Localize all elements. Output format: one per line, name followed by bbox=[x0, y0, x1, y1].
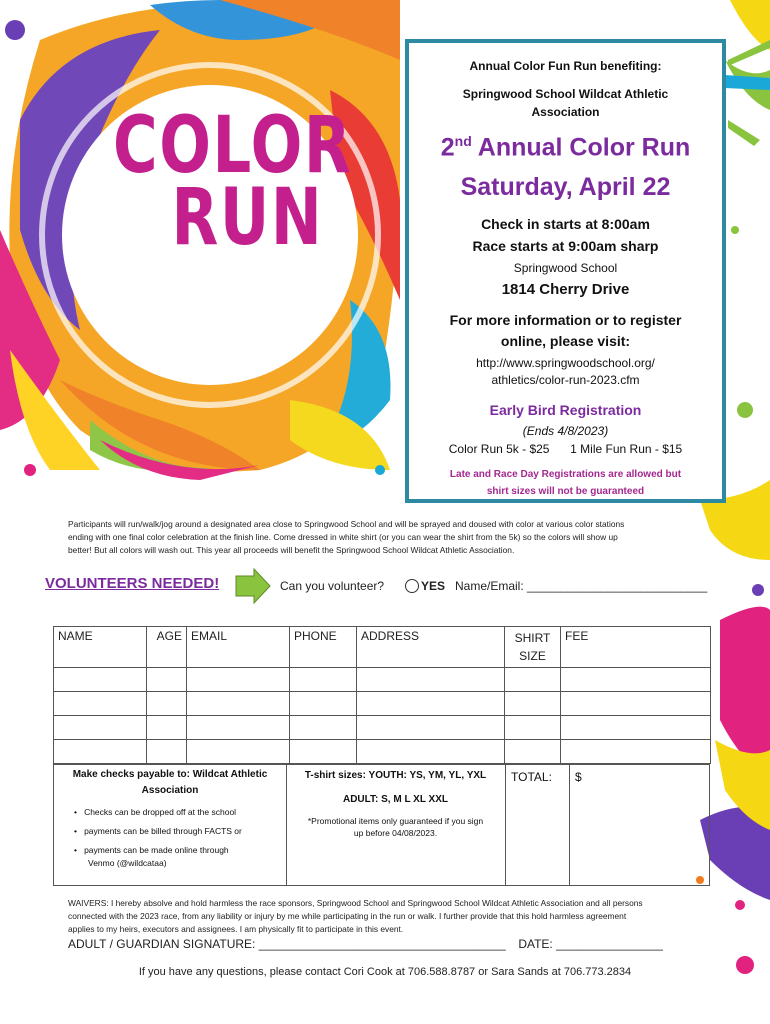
registration-url-line2[interactable]: athletics/color-run-2023.cfm bbox=[491, 373, 640, 387]
total-label-cell bbox=[505, 765, 570, 885]
tshirt-adult-sizes: ADULT: S, M L XL XXL bbox=[342, 794, 448, 805]
payment-summary-block bbox=[53, 764, 710, 886]
tshirt-youth-sizes: T-shirt sizes: YOUTH: YS, YM, YL, YXL bbox=[304, 770, 487, 781]
name-cell[interactable] bbox=[54, 692, 147, 716]
price-1-mile: 1 Mile Fun Run - $15 bbox=[570, 442, 683, 456]
description-line3: better! But all colors will wash out. This year all proceeds will benefit the Springwood School Wildcat Athletic Association. bbox=[68, 545, 515, 555]
total-amount-cell[interactable] bbox=[569, 765, 709, 885]
header-name: NAME bbox=[54, 627, 147, 668]
logo-line-color: COLOR bbox=[113, 101, 353, 191]
payment-title-line1: Make checks payable to: Wildcat Athletic bbox=[72, 769, 268, 780]
contact-info: If you have any questions, please contact Cori Cook at 706.588.8787 or Sara Sands at 706.773.2834 bbox=[138, 966, 632, 978]
event-description bbox=[68, 518, 708, 557]
volunteer-yes-radio[interactable] bbox=[405, 579, 419, 593]
phone-cell[interactable] bbox=[290, 668, 357, 692]
race-start-time: Race starts at 9:00am sharp bbox=[472, 238, 659, 254]
volunteers-heading: VOLUNTEERS NEEDED! bbox=[45, 575, 220, 592]
email-cell[interactable] bbox=[187, 716, 290, 740]
payment-instructions bbox=[54, 765, 287, 885]
signature-row bbox=[68, 937, 663, 951]
payment-bullet: • payments can be made online through bbox=[74, 845, 229, 855]
payment-title-line2: Association bbox=[141, 785, 199, 796]
early-bird-end: (Ends 4/8/2023) bbox=[522, 424, 609, 438]
payment-bullet-3-cont: Venmo (@wildcataa) bbox=[88, 858, 167, 868]
waiver-line1: WAIVERS: I hereby absolve and hold harmless the race sponsors, Springwood School and Springwood School Wildcat Athletic Association and all persons bbox=[68, 898, 643, 908]
tshirt-note-line1: *Promotional items only guaranteed if you sign bbox=[307, 816, 484, 826]
event-info-box bbox=[405, 39, 726, 503]
late-note-line2: shirt sizes will not be guaranteed bbox=[486, 486, 645, 497]
venue-name: Springwood School bbox=[513, 261, 618, 275]
age-cell[interactable] bbox=[147, 692, 187, 716]
more-info-line1: For more information or to register bbox=[449, 312, 682, 328]
header-text: Annual Color Fun Run benefiting: bbox=[469, 59, 662, 73]
table-row bbox=[54, 692, 711, 716]
waiver-text bbox=[68, 897, 708, 936]
logo-line-run: RUN bbox=[171, 173, 324, 263]
header-shirt-size: SHIRT SIZE bbox=[505, 627, 561, 668]
fee-cell[interactable] bbox=[561, 692, 711, 716]
header-fee: FEE bbox=[561, 627, 711, 668]
table-header-row bbox=[54, 627, 711, 668]
payment-bullet-1: Checks can be dropped off at the school bbox=[84, 807, 237, 817]
event-date: Saturday, April 22 bbox=[460, 173, 671, 201]
shirt-size-cell[interactable] bbox=[505, 668, 561, 692]
shirt-size-cell[interactable] bbox=[505, 740, 561, 764]
fee-cell[interactable] bbox=[561, 740, 711, 764]
shirt-size-cell[interactable] bbox=[505, 716, 561, 740]
name-cell[interactable] bbox=[54, 740, 147, 764]
address-cell[interactable] bbox=[357, 692, 505, 716]
check-in-time: Check in starts at 8:00am bbox=[481, 216, 650, 232]
address-cell[interactable] bbox=[357, 740, 505, 764]
registration-table bbox=[53, 626, 711, 764]
volunteer-name-email-field[interactable]: Name/Email: ___________________________ bbox=[455, 579, 708, 593]
fee-cell[interactable] bbox=[561, 668, 711, 692]
volunteer-question: Can you volunteer? bbox=[280, 579, 385, 593]
table-row bbox=[54, 740, 711, 764]
pricing-row bbox=[409, 442, 722, 456]
venue-address: 1814 Cherry Drive bbox=[501, 281, 630, 298]
email-cell[interactable] bbox=[187, 692, 290, 716]
header-address: ADDRESS bbox=[357, 627, 505, 668]
phone-cell[interactable] bbox=[290, 692, 357, 716]
description-line2: ending with one final color celebration at the finish line. Come dressed in white shirt (or you can wear the shirt from the 5k) so the colors will show up bbox=[68, 532, 618, 542]
total-label: TOTAL: bbox=[511, 770, 552, 784]
signature-field[interactable]: ADULT / GUARDIAN SIGNATURE: _____________________________________ bbox=[68, 937, 506, 951]
header-age: AGE bbox=[147, 627, 187, 668]
registration-url-line1[interactable]: http://www.springwoodschool.org/ bbox=[476, 356, 655, 370]
waiver-line3: applies to my heirs, executors and assignees. I am physically fit to participate in this event. bbox=[68, 924, 404, 934]
arrow-right-icon bbox=[236, 569, 270, 603]
edition-number: 2 bbox=[440, 133, 455, 162]
address-cell[interactable] bbox=[357, 668, 505, 692]
header-phone: PHONE bbox=[290, 627, 357, 668]
beneficiary-line2: Association bbox=[531, 105, 600, 119]
tshirt-note-line2: up before 04/08/2023. bbox=[353, 828, 438, 838]
shirt-size-cell[interactable] bbox=[505, 692, 561, 716]
name-cell[interactable] bbox=[54, 716, 147, 740]
date-field[interactable]: DATE: ________________ bbox=[518, 937, 663, 951]
volunteer-yes-label: YES bbox=[421, 579, 446, 593]
table-row bbox=[54, 668, 711, 692]
name-cell[interactable] bbox=[54, 668, 147, 692]
table-row bbox=[54, 716, 711, 740]
email-cell[interactable] bbox=[187, 740, 290, 764]
price-5k: Color Run 5k - $25 bbox=[448, 442, 550, 456]
header-email: EMAIL bbox=[187, 627, 290, 668]
age-cell[interactable] bbox=[147, 740, 187, 764]
tshirt-sizes bbox=[286, 765, 506, 885]
phone-cell[interactable] bbox=[290, 716, 357, 740]
currency-symbol: $ bbox=[575, 770, 582, 784]
beneficiary-line1: Springwood School Wildcat Athletic bbox=[462, 87, 669, 101]
age-cell[interactable] bbox=[147, 716, 187, 740]
event-name: Annual Color Run bbox=[471, 133, 691, 162]
age-cell[interactable] bbox=[147, 668, 187, 692]
fee-cell[interactable] bbox=[561, 716, 711, 740]
edition-suffix: nd bbox=[454, 133, 472, 149]
more-info-line2: online, please visit: bbox=[500, 333, 631, 349]
address-cell[interactable] bbox=[357, 716, 505, 740]
phone-cell[interactable] bbox=[290, 740, 357, 764]
email-cell[interactable] bbox=[187, 668, 290, 692]
description-line1: Participants will run/walk/jog around a designated area close to Springwood School and will be sprayed and doused with color at various color stations bbox=[68, 519, 625, 529]
payment-bullet: • payments can be billed through FACTS or bbox=[74, 826, 242, 836]
early-bird-title: Early Bird Registration bbox=[489, 402, 642, 418]
late-note-line1: Late and Race Day Registrations are allowed but bbox=[449, 469, 682, 480]
payment-bullet: • Checks can be dropped off at the school bbox=[74, 807, 237, 817]
color-run-logo bbox=[113, 101, 353, 263]
payment-bullet-2: payments can be billed through FACTS or bbox=[84, 826, 242, 836]
event-title bbox=[409, 133, 722, 162]
payment-bullet-3: payments can be made online through bbox=[84, 845, 229, 855]
waiver-line2: connected with the 2023 race, from any liability or injury by me while participating in the run or walk. I further provide that this hold harmless agreement bbox=[68, 911, 627, 921]
